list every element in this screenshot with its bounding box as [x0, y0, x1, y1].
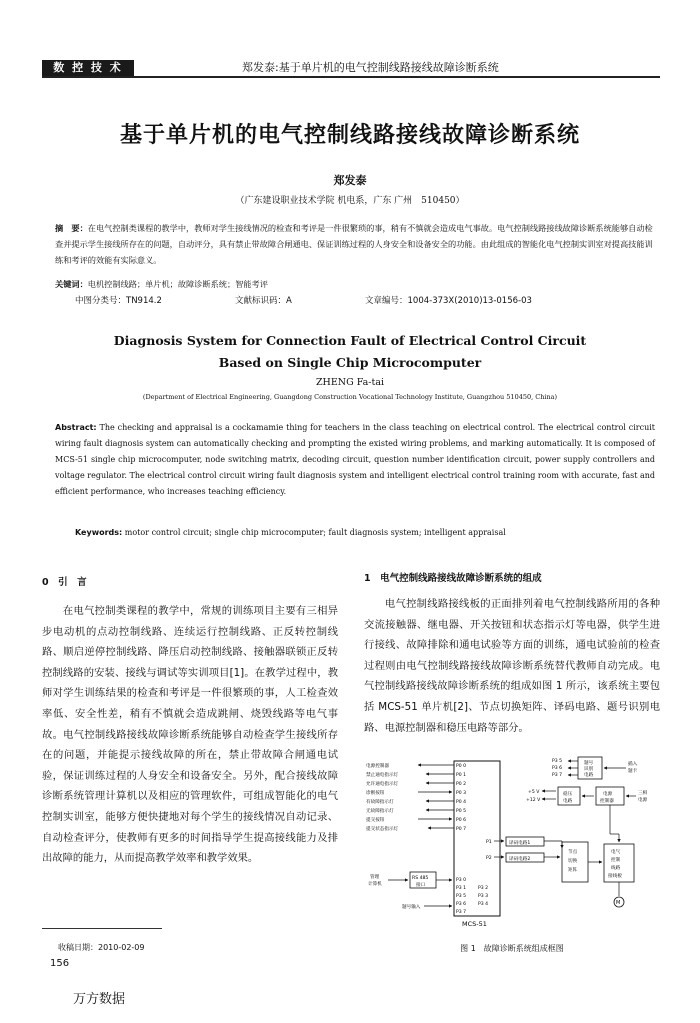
svg-text:P3 7: P3 7 — [552, 773, 563, 778]
abstract-cn-text: 在电气控制类课程的教学中，教师对学生接线情况的检查和考评是一件很繁琐的事，稍有不慎就会造成电气事故。电气控制线路接线故障诊断系统能够自动检查并提示学生接线所存在的问题，自动评分，具有禁止带故障合闸通电、保证训练过程的人身安全和设备安全的功能。由此组成的智能化电气控制实训室对提高技能训练和考评的效能有实际意义。 — [55, 223, 653, 265]
svg-text:线路: 线路 — [611, 866, 621, 871]
svg-text:切换: 切换 — [568, 859, 578, 864]
en-keywords-text: motor control circuit; single chip microcomputer; fault diagnosis system; intelligent appraisal — [124, 528, 506, 537]
svg-text:译码电路2: 译码电路2 — [509, 857, 531, 862]
svg-text:P0 6: P0 6 — [456, 818, 467, 823]
svg-text:P2: P2 — [486, 856, 492, 861]
svg-text:题号: 题号 — [584, 761, 594, 766]
svg-text:P3 7: P3 7 — [456, 910, 467, 915]
svg-text:P3 4: P3 4 — [478, 902, 489, 907]
keywords-cn-label: 关键词： — [55, 279, 88, 289]
svg-text:译码电路1: 译码电路1 — [509, 841, 531, 846]
figure-caption: 图 1 故障诊断系统组成框图 — [460, 944, 564, 953]
section0-heading: 0 引 言 — [42, 577, 87, 588]
clc-number: 中图分类号：TN914.2 — [75, 296, 162, 306]
svg-text:+5 V: +5 V — [528, 790, 540, 795]
svg-text:节点: 节点 — [568, 850, 578, 855]
svg-text:P0 3: P0 3 — [456, 791, 467, 796]
svg-text:三相: 三相 — [638, 791, 648, 796]
svg-text:P3 6: P3 6 — [552, 766, 563, 771]
input-label: 提交按钮 — [366, 818, 385, 823]
en-title-line2: Based on Single Chip Microcomputer — [218, 355, 482, 370]
svg-text:接线板: 接线板 — [608, 874, 622, 879]
svg-text:接口: 接口 — [416, 883, 426, 888]
svg-text:控制: 控制 — [611, 858, 621, 863]
footnote-rule — [42, 928, 162, 929]
svg-text:稳压: 稳压 — [563, 792, 573, 797]
header-rule — [42, 76, 660, 78]
svg-text:识别: 识别 — [584, 767, 594, 772]
fault-diagnosis-block-diagram — [366, 756, 662, 931]
svg-text:P0 5: P0 5 — [456, 809, 467, 814]
svg-text:P0 7: P0 7 — [456, 827, 467, 832]
svg-text:P0 2: P0 2 — [456, 782, 467, 787]
svg-text:P0 4: P0 4 — [456, 800, 467, 805]
p3-pins — [456, 877, 488, 915]
author: 郑发泰 — [333, 174, 367, 187]
en-affiliation: (Department of Electrical Engineering, Guangdong Construction Vocational Technology Institute, Guangzhou 510450, China) — [142, 393, 558, 401]
input-label: 诊断按钮 — [366, 791, 385, 796]
section1-text: 电气控制线路接线板的正面排列着电气控制线路所用的各种交流接触器、继电器、开关按钮和状态指示灯等电器，供学生进行接线、故障排除和通电试验等方面的训练，通电试验前的检查过程则由电气控制线路接线故障诊断系统替代教师自动完成。电气控制线路接线故障诊断系统的组成如图 1 所示，该系统主要包括 MCS-51 单片机[2]、节点切换矩阵、译码电路、题号识别电路、电源控制器和稳压电路等部分。 — [364, 598, 660, 734]
section0-text: 在电气控制类课程的教学中，常规的训练项目主要有三相异步电动机的点动控制线路、连续运行控制线路、正反转控制线路、顺启逆停控制线路、降压启动控制线路、接触器联锁正反转控制线路的安装、接线与调试等实训项目[1]。在教学过程中，教师对学生训练结果的检查和考评是一件很繁琐的事，人工检查效率低、安全性差，稍有不慎就会造成跳闸、烧毁线路等电气事故。电气控制线路接线故障诊断系统能够自动检查学生接线所存在的问题，并能提示接线故障的所在，禁止带故障合闸通电试验，保证训练过程的人身安全和设备安全。另外，配合接线故障诊断系统管理计算机以及相应的管理软件，可组成智能化的电气控制实训室，能够方便快捷地对每个学生的接线情况自动记录、自动检查评分，使教师有更多的时间指导学生提高接线能力及排出故障的能力，从而提高教学效率和教学效果。 — [42, 605, 338, 865]
keywords-cn — [55, 276, 653, 292]
svg-text:P3 5: P3 5 — [552, 759, 563, 764]
doc-code: 文献标识码：A — [235, 296, 292, 306]
input-label: 电源控制器 — [366, 764, 389, 769]
svg-text:题号输入: 题号输入 — [402, 905, 421, 910]
svg-text:RS 485: RS 485 — [412, 876, 429, 881]
svg-text:控制器: 控制器 — [600, 799, 614, 804]
input-label: 提交状态指示灯 — [366, 827, 399, 832]
en-keywords — [75, 528, 655, 537]
mcu-label: MCS-51 — [462, 920, 487, 928]
en-title-line1: Diagnosis System for Connection Fault of Electrical Control Circuit — [113, 333, 587, 348]
p0-pins — [456, 763, 466, 832]
abstract-cn — [55, 220, 653, 276]
en-abstract — [55, 420, 655, 500]
keywords-cn-text: 电机控制线路；单片机；故障诊断系统；智能考评 — [87, 279, 268, 289]
page-number: 156 — [50, 958, 70, 969]
en-author: ZHENG Fa-tai — [315, 377, 385, 388]
svg-text:P3 2: P3 2 — [478, 886, 489, 891]
svg-text:电路: 电路 — [584, 773, 594, 778]
svg-text:+12 V: +12 V — [526, 798, 541, 803]
section-tag: 数 控 技 术 — [42, 60, 134, 76]
svg-text:P3 3: P3 3 — [478, 894, 489, 899]
article-number: 文章编号：1004-373X(2010)13-0156-03 — [365, 296, 532, 306]
svg-text:P3 1: P3 1 — [456, 886, 467, 891]
svg-text:题卡: 题卡 — [628, 769, 638, 774]
top-right-pins — [552, 758, 562, 778]
watermark-text: 万方数据 — [73, 992, 126, 1007]
svg-text:电源: 电源 — [603, 792, 613, 797]
received-date: 收稿日期：2010-02-09 — [58, 943, 145, 952]
input-label: 允许通电指示灯 — [366, 782, 399, 787]
svg-text:计算机: 计算机 — [368, 882, 382, 887]
section1-heading: 1 电气控制线路接线故障诊断系统的组成 — [364, 573, 542, 584]
svg-text:电路: 电路 — [563, 799, 573, 804]
input-label: 有故障指示灯 — [366, 800, 394, 805]
svg-text:P0 0: P0 0 — [456, 764, 467, 769]
paper-title: 基于单片机的电气控制线路接线故障诊断系统 — [119, 123, 580, 148]
input-label: 禁止通电指示灯 — [366, 773, 399, 778]
section1-body — [364, 594, 660, 738]
svg-text:插入: 插入 — [628, 762, 638, 767]
svg-text:矩阵: 矩阵 — [568, 868, 578, 873]
abstract-cn-label: 摘 要： — [55, 223, 88, 233]
svg-text:电气: 电气 — [611, 850, 621, 855]
svg-text:P1: P1 — [486, 840, 492, 845]
svg-text:P0 1: P0 1 — [456, 773, 467, 778]
svg-text:电源: 电源 — [638, 798, 648, 803]
input-label: 无故障指示灯 — [366, 809, 394, 814]
en-abstract-text: The checking and appraisal is a cockamamie thing for teachers in the class teaching on electrical control. The electrical control circuit wiring fault diagnosis system can automatically checking and prompting the existed wiring problems, and marking automatically. It is composed of MCS-51 single chip microcomputer, node switching matrix, decoding circuit, question number identification circuit, power supply controllers and voltage regulator. The electrical control circuit wiring fault diagnosis system and intelligent electrical control training room with accurate, fast and efficient performance, who increases teaching efficiency. — [55, 423, 656, 496]
en-abstract-label: Abstract: — [55, 423, 97, 432]
left-inputs — [366, 762, 399, 832]
section0-body — [42, 601, 338, 869]
en-keywords-label: Keywords: — [75, 528, 123, 537]
svg-text:P3 0: P3 0 — [456, 878, 467, 883]
svg-text:M: M — [616, 900, 621, 906]
svg-text:P3 6: P3 6 — [456, 902, 467, 907]
affiliation: （广东建设职业技术学院 机电系，广东 广州 510450） — [235, 196, 465, 206]
running-title: 郑发泰:基于单片机的电气控制线路接线故障诊断系统 — [242, 61, 499, 74]
svg-text:P3 5: P3 5 — [456, 894, 467, 899]
svg-text:管理: 管理 — [370, 875, 380, 880]
